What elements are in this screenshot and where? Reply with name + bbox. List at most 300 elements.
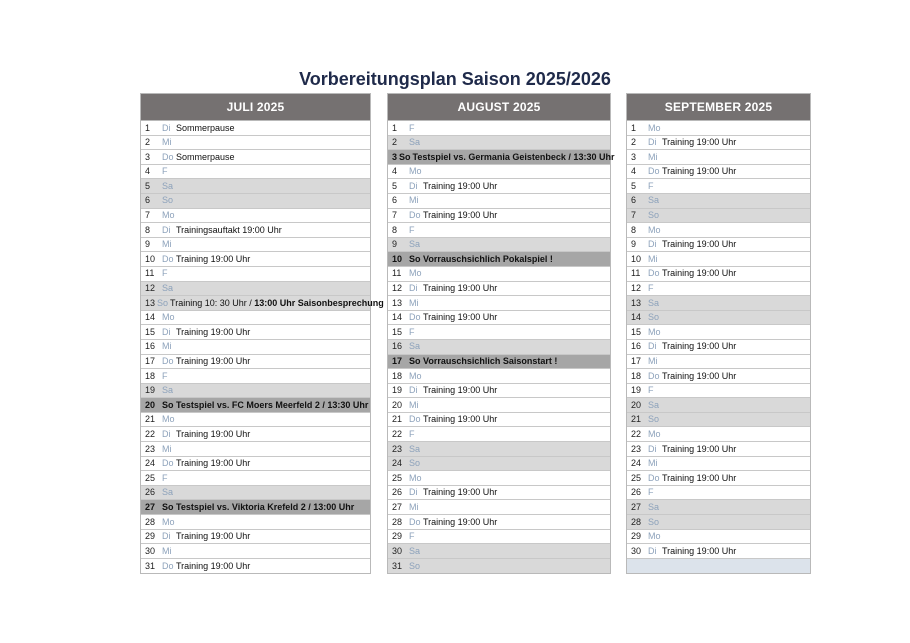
- day-number: 24: [392, 458, 403, 469]
- day-number: 13: [631, 297, 642, 308]
- day-row: [388, 530, 610, 545]
- day-number: 5: [392, 180, 398, 191]
- day-number: 18: [145, 370, 156, 381]
- weekday-label: Do: [162, 356, 174, 366]
- day-entry: [421, 208, 497, 223]
- day-number: 22: [392, 428, 403, 439]
- day-row: [388, 325, 610, 340]
- weekday-label: So: [162, 195, 174, 206]
- day-row: [141, 165, 370, 180]
- day-row: [388, 413, 610, 428]
- day-number: 15: [392, 326, 403, 337]
- day-number: 1: [392, 122, 398, 133]
- day-number: 7: [631, 210, 637, 221]
- weekday-label: Di: [648, 443, 657, 454]
- weekday-label: F: [409, 428, 415, 439]
- day-row: [627, 267, 810, 282]
- day-row: [388, 559, 610, 574]
- weekday-label: Do: [409, 210, 421, 221]
- day-entry: [411, 150, 615, 165]
- day-row: [388, 165, 610, 180]
- day-number: 12: [392, 283, 403, 294]
- day-row: [141, 150, 370, 165]
- day-number: 25: [392, 472, 403, 483]
- day-number: 3: [631, 151, 637, 162]
- day-row: [627, 500, 810, 515]
- month-header: JULI 2025: [141, 94, 370, 120]
- weekday-label: So: [648, 312, 660, 323]
- day-entry: [660, 237, 736, 252]
- day-number: 2: [631, 137, 637, 148]
- weekday-label: Do: [648, 268, 660, 279]
- day-number: 16: [145, 341, 156, 352]
- day-number: 24: [631, 458, 642, 469]
- day-entry: [421, 354, 557, 369]
- day-row: [388, 121, 610, 136]
- weekday-label: Mi: [648, 253, 658, 264]
- day-number: 7: [392, 210, 398, 221]
- day-row: [141, 442, 370, 457]
- day-entry: [660, 471, 736, 486]
- day-entry-text: Vorrauschsichlich Saisonstart !: [423, 356, 558, 366]
- day-entry-text: Training 19:00 Uhr: [662, 472, 737, 483]
- day-number: 19: [392, 385, 403, 396]
- day-entry: [174, 325, 250, 340]
- day-row: [627, 457, 810, 472]
- weekday-label: Mo: [648, 531, 661, 542]
- weekday-label: Sa: [648, 297, 660, 308]
- weekday-label: Mo: [409, 370, 422, 381]
- day-row: [627, 121, 810, 136]
- day-entry-text: Training 19:00 Uhr: [423, 312, 498, 323]
- day-row: [627, 559, 810, 574]
- day-number: 19: [631, 385, 642, 396]
- weekday-label: Di: [162, 122, 171, 133]
- weekday-label: Mo: [648, 326, 661, 337]
- day-number: 27: [145, 501, 156, 512]
- day-entry-text: Training 19:00 Uhr: [423, 210, 498, 221]
- day-number: 21: [145, 414, 156, 425]
- day-row: [141, 427, 370, 442]
- day-number: 20: [631, 399, 642, 410]
- day-row: [627, 442, 810, 457]
- day-entry: [168, 296, 384, 311]
- day-row: [388, 486, 610, 501]
- day-entry: [174, 223, 282, 238]
- day-entry-text: Training 19:00 Uhr: [176, 428, 251, 439]
- weekday-label: Di: [648, 239, 657, 250]
- weekday-label: Do: [409, 312, 421, 323]
- day-list: [627, 120, 810, 573]
- weekday-label: Do: [162, 458, 174, 469]
- weekday-label: Sa: [162, 283, 174, 294]
- day-row: [388, 340, 610, 355]
- weekday-label: Mi: [162, 137, 172, 148]
- day-number: 27: [631, 501, 642, 512]
- day-number: 10: [631, 253, 642, 264]
- day-row: [627, 209, 810, 224]
- day-entry: [421, 383, 497, 398]
- day-list: [388, 120, 615, 573]
- day-row: [627, 311, 810, 326]
- weekday-label: Di: [162, 428, 171, 439]
- day-entry-text: Training 19:00 Uhr: [423, 414, 498, 425]
- month-column-july: [140, 93, 384, 574]
- day-entry-text: Training 19:00 Uhr: [176, 356, 251, 366]
- weekday-label: Mi: [409, 501, 419, 512]
- weekday-label: Mi: [409, 399, 419, 410]
- day-row: [141, 471, 370, 486]
- day-entry-text: Training 19:00 Uhr: [176, 326, 251, 337]
- day-number: 14: [392, 312, 403, 323]
- day-row: [627, 252, 810, 267]
- day-entry-text: Training 19:00 Uhr: [423, 516, 498, 527]
- day-row: [141, 457, 370, 472]
- day-row: [141, 296, 384, 311]
- weekday-label: F: [648, 487, 654, 498]
- day-number: 29: [631, 531, 642, 542]
- day-row: [141, 384, 370, 399]
- day-entry: [174, 354, 250, 369]
- weekday-label: Do: [162, 253, 174, 264]
- day-entry-text: Training 19:00 Uhr: [423, 385, 498, 396]
- day-row: [141, 413, 370, 428]
- day-row: [627, 398, 810, 413]
- day-number: 6: [145, 195, 151, 206]
- day-entry-text: Training 19:00 Uhr: [662, 166, 737, 177]
- day-number: 17: [392, 356, 403, 366]
- day-number: 9: [392, 239, 398, 250]
- day-number: 25: [631, 472, 642, 483]
- day-entry-text: Sommerpause: [176, 151, 235, 162]
- month-header: AUGUST 2025: [388, 94, 610, 120]
- month-header: SEPTEMBER 2025: [627, 94, 810, 120]
- day-number: 7: [145, 210, 151, 221]
- day-entry-text: Training 19:00 Uhr: [662, 443, 737, 454]
- day-row: [627, 150, 810, 165]
- weekday-label: F: [648, 385, 654, 396]
- day-entry: [660, 442, 736, 457]
- weekday-label: F: [409, 224, 415, 235]
- day-row: [627, 136, 810, 151]
- day-row: [388, 369, 610, 384]
- day-entry-text: Training 19:00 Uhr: [176, 531, 251, 542]
- day-number: 17: [631, 356, 642, 366]
- day-row: [627, 486, 810, 501]
- day-number: 1: [145, 122, 151, 133]
- day-row: [141, 486, 370, 501]
- day-row: [388, 179, 610, 194]
- day-number: 29: [145, 531, 156, 542]
- day-number: 15: [631, 326, 642, 337]
- day-row: [141, 223, 370, 238]
- day-row: [388, 355, 610, 370]
- day-number: 31: [145, 560, 156, 571]
- weekday-label: Di: [648, 341, 657, 352]
- day-number: 10: [145, 253, 156, 264]
- day-number: 12: [631, 283, 642, 294]
- day-entry-text: Testspiel vs. Germania Geistenbeck / 13:30 Uhr: [412, 151, 615, 162]
- day-entry-text: Training 19:00 Uhr: [662, 137, 737, 148]
- weekday-label: So: [162, 399, 174, 410]
- day-row: [627, 369, 810, 384]
- day-row: [141, 121, 370, 136]
- weekday-label: Mo: [162, 210, 175, 221]
- day-number: 13: [392, 297, 403, 308]
- day-row: [627, 223, 810, 238]
- day-entry: [660, 164, 736, 179]
- weekday-label: Sa: [409, 545, 421, 556]
- day-number: 8: [631, 224, 637, 235]
- day-number: 5: [631, 180, 637, 191]
- day-row: [627, 427, 810, 442]
- day-row: [141, 238, 370, 253]
- weekday-label: So: [399, 151, 411, 162]
- day-number: 28: [145, 516, 156, 527]
- day-number: 26: [145, 487, 156, 498]
- day-number: 22: [145, 428, 156, 439]
- day-row: [388, 136, 610, 151]
- day-number: 22: [631, 428, 642, 439]
- weekday-label: Do: [162, 560, 174, 571]
- day-number: 31: [392, 560, 403, 571]
- weekday-label: Di: [409, 180, 418, 191]
- day-number: 1: [631, 122, 637, 133]
- weekday-label: Mi: [409, 195, 419, 206]
- weekday-label: Mo: [162, 414, 175, 425]
- day-number: 8: [145, 224, 151, 235]
- weekday-label: Mi: [648, 458, 658, 469]
- day-row: [388, 457, 610, 472]
- day-entry-text: Training 19:00 Uhr: [423, 180, 498, 191]
- day-entry: [174, 529, 250, 544]
- day-number: 25: [145, 472, 156, 483]
- day-entry-text: Training 19:00 Uhr: [423, 487, 498, 498]
- weekday-label: Do: [409, 414, 421, 425]
- day-row: [388, 311, 610, 326]
- day-row: [388, 252, 610, 267]
- day-row: [141, 530, 370, 545]
- day-row: [388, 150, 615, 165]
- day-number: 17: [145, 356, 156, 366]
- day-row: [627, 340, 810, 355]
- day-row: [141, 136, 370, 151]
- weekday-label: So: [409, 356, 421, 366]
- day-number: 5: [145, 180, 151, 191]
- day-row: [141, 340, 370, 355]
- weekday-label: Do: [648, 370, 660, 381]
- weekday-label: Do: [409, 516, 421, 527]
- weekday-label: Mi: [162, 545, 172, 556]
- day-row: [141, 500, 370, 515]
- weekday-label: Mi: [648, 356, 658, 366]
- weekday-label: Mi: [409, 297, 419, 308]
- day-entry-text: Trainingsauftakt 19:00 Uhr: [176, 224, 282, 235]
- weekday-label: Di: [409, 487, 418, 498]
- day-number: 13: [145, 297, 156, 308]
- weekday-label: Di: [648, 545, 657, 556]
- day-number: 29: [392, 531, 403, 542]
- day-row: [388, 209, 610, 224]
- weekday-label: Di: [162, 531, 171, 542]
- day-row: [627, 165, 810, 180]
- weekday-label: Mo: [648, 224, 661, 235]
- weekday-label: So: [409, 560, 421, 571]
- day-entry: [660, 544, 736, 559]
- day-row: [627, 355, 810, 370]
- day-number: 6: [631, 195, 637, 206]
- day-row: [388, 194, 610, 209]
- day-entry-text: Training 19:00 Uhr: [176, 560, 251, 571]
- weekday-label: Di: [409, 385, 418, 396]
- day-row: [388, 267, 610, 282]
- day-row: [141, 282, 370, 297]
- day-entry: [174, 150, 235, 165]
- weekday-label: F: [409, 326, 415, 337]
- day-number: 4: [145, 166, 151, 177]
- day-row: [141, 252, 370, 267]
- weekday-label: So: [162, 501, 174, 512]
- day-entry: [421, 485, 497, 500]
- weekday-label: Sa: [409, 443, 421, 454]
- day-row: [627, 544, 810, 559]
- day-row: [627, 325, 810, 340]
- day-number: 19: [145, 385, 156, 396]
- day-number: 21: [392, 414, 403, 425]
- day-row: [388, 238, 610, 253]
- day-number: 6: [392, 195, 398, 206]
- day-entry: [660, 266, 736, 281]
- month-column-september: [626, 93, 811, 574]
- weekday-label: F: [162, 166, 168, 177]
- day-entry-text: Training 19:00 Uhr: [423, 283, 498, 294]
- day-row: [627, 530, 810, 545]
- day-entry-text: Training 19:00 Uhr: [662, 545, 737, 556]
- day-row: [627, 413, 810, 428]
- weekday-label: Mo: [409, 166, 422, 177]
- day-row: [141, 398, 370, 413]
- day-entry-text: Training 19:00 Uhr: [662, 341, 737, 352]
- day-number: 30: [392, 545, 403, 556]
- day-row: [388, 442, 610, 457]
- day-number: 9: [145, 239, 151, 250]
- day-row: [141, 559, 370, 574]
- day-entry-text: Sommerpause: [176, 122, 235, 133]
- day-number: 3: [145, 151, 151, 162]
- day-entry: [660, 369, 736, 384]
- weekday-label: So: [648, 516, 660, 527]
- day-row: [388, 427, 610, 442]
- day-number: 16: [392, 341, 403, 352]
- day-number: 30: [631, 545, 642, 556]
- day-row: [388, 296, 610, 311]
- day-row: [141, 194, 370, 209]
- day-entry-text: Testspiel vs. FC Moers Meerfeld 2 / 13:30 Uhr: [176, 399, 369, 410]
- weekday-label: F: [409, 122, 415, 133]
- day-row: [388, 282, 610, 297]
- day-row: [388, 223, 610, 238]
- day-entry-text: Training 10: 30 Uhr /: [170, 297, 255, 308]
- day-number: 15: [145, 326, 156, 337]
- weekday-label: Di: [162, 224, 171, 235]
- day-entry: [174, 427, 250, 442]
- day-number: 14: [631, 312, 642, 323]
- weekday-label: Di: [648, 137, 657, 148]
- day-list: [141, 120, 384, 573]
- day-row: [627, 282, 810, 297]
- day-number: 20: [392, 399, 403, 410]
- weekday-label: F: [162, 370, 168, 381]
- weekday-label: F: [648, 283, 654, 294]
- weekday-label: Mo: [409, 268, 422, 279]
- day-entry-highlight: 13:00 Uhr Saisonbesprechung: [254, 297, 384, 308]
- weekday-label: Mo: [162, 312, 175, 323]
- weekday-label: Mo: [648, 428, 661, 439]
- weekday-label: Mi: [648, 151, 658, 162]
- day-number: 14: [145, 312, 156, 323]
- day-entry: [421, 252, 553, 267]
- weekday-label: Sa: [648, 501, 660, 512]
- day-entry: [660, 339, 736, 354]
- month-column-august: [387, 93, 615, 574]
- weekday-label: Di: [409, 283, 418, 294]
- day-number: 4: [392, 166, 398, 177]
- weekday-label: Do: [162, 151, 174, 162]
- day-entry: [174, 456, 250, 471]
- day-entry: [421, 179, 497, 194]
- day-number: 20: [145, 399, 156, 410]
- day-row: [388, 544, 610, 559]
- day-number: 23: [631, 443, 642, 454]
- weekday-label: Sa: [409, 341, 421, 352]
- weekday-label: F: [162, 268, 168, 279]
- day-number: 8: [392, 224, 398, 235]
- day-number: 3: [392, 151, 398, 162]
- day-row: [627, 515, 810, 530]
- weekday-label: Sa: [162, 487, 174, 498]
- day-entry-text: Training 19:00 Uhr: [662, 268, 737, 279]
- weekday-label: Di: [162, 326, 171, 337]
- day-number: 11: [392, 268, 402, 279]
- weekday-label: F: [409, 531, 415, 542]
- day-entry-text: Training 19:00 Uhr: [662, 370, 737, 381]
- day-number: 11: [145, 268, 155, 279]
- weekday-label: Sa: [409, 137, 421, 148]
- day-row: [141, 209, 370, 224]
- weekday-label: Mi: [162, 341, 172, 352]
- day-row: [388, 384, 610, 399]
- day-row: [627, 194, 810, 209]
- day-number: 26: [392, 487, 403, 498]
- weekday-label: Mo: [648, 122, 661, 133]
- day-entry-text: Testspiel vs. Viktoria Krefeld 2 / 13:00 Uhr: [176, 501, 355, 512]
- day-entry: [421, 310, 497, 325]
- day-entry-text: Training 19:00 Uhr: [662, 239, 737, 250]
- day-row: [141, 369, 370, 384]
- day-number: 23: [145, 443, 156, 454]
- weekday-label: Mo: [162, 516, 175, 527]
- weekday-label: F: [648, 180, 654, 191]
- weekday-label: So: [409, 253, 421, 264]
- weekday-label: F: [162, 472, 168, 483]
- day-number: 28: [631, 516, 642, 527]
- day-number: 18: [631, 370, 642, 381]
- day-number: 11: [631, 268, 641, 279]
- weekday-label: Sa: [162, 180, 174, 191]
- weekday-label: Sa: [648, 195, 660, 206]
- day-number: 4: [631, 166, 637, 177]
- day-entry: [174, 398, 368, 413]
